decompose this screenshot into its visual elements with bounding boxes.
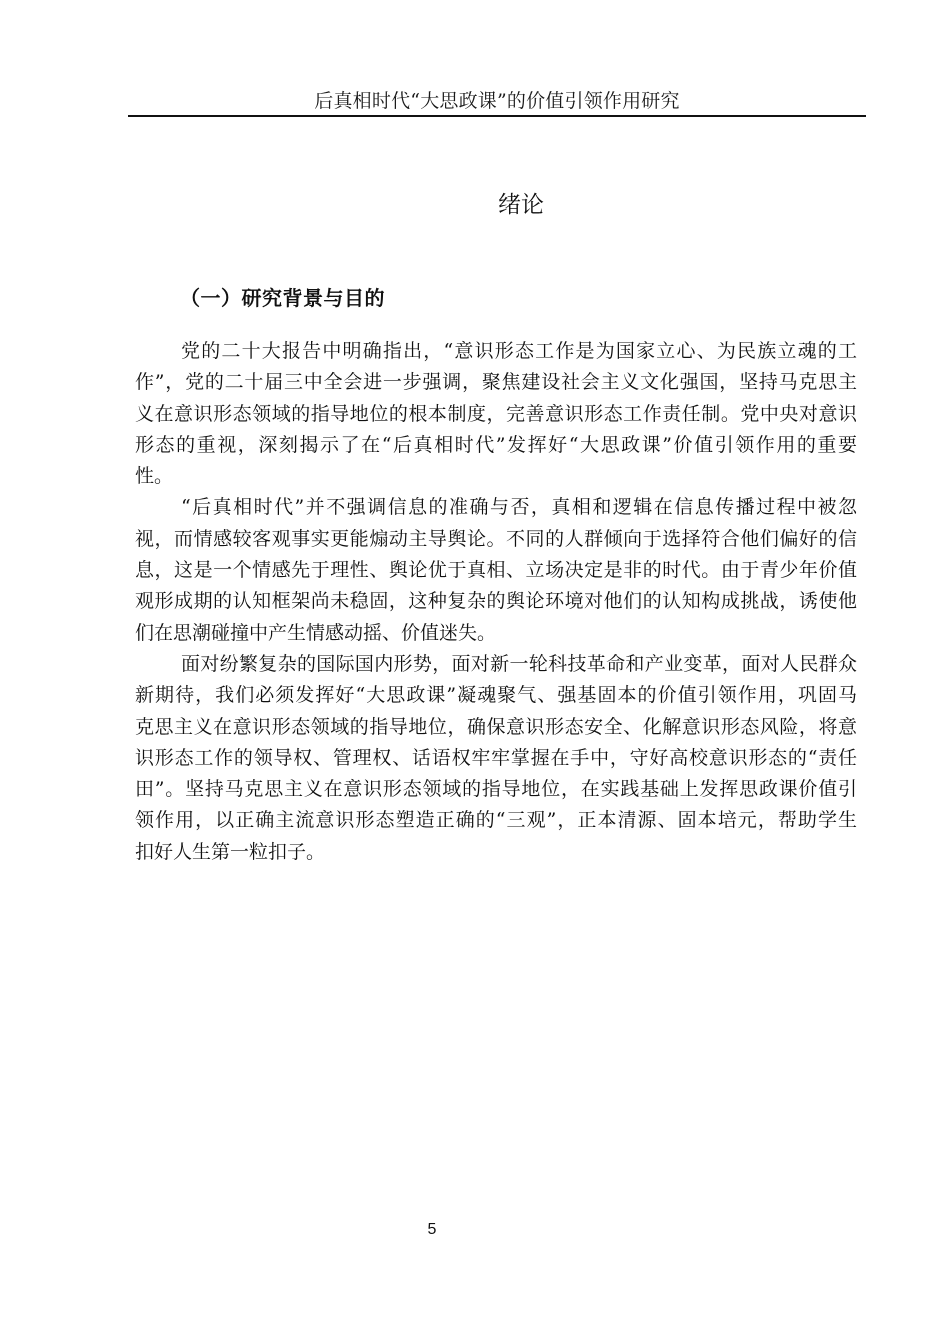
paragraph-3 (135, 649, 857, 868)
section-heading: （一）研究背景与目的 (180, 285, 385, 310)
text-line: 视，而情感较客观事实更能煽动主导舆论。不同的人群倾向于选择符合他们偏好的信 (135, 527, 857, 550)
text-line: 们在思潮碰撞中产生情感动摇、价值迷失。 (135, 621, 497, 644)
text-line: 面对纷繁复杂的国际国内形势，面对新一轮科技革命和产业变革，面对人民群众 (181, 652, 857, 675)
header-divider (128, 115, 866, 117)
page-number: 5 (427, 1221, 437, 1238)
body-text (135, 336, 857, 868)
text-line: 扣好人生第一粒扣子。 (135, 840, 326, 863)
text-line: 义在意识形态领域的指导地位的根本制度，完善意识形态工作责任制。党中央对意识 (135, 402, 857, 425)
running-header-title: 后真相时代“大思政课”的价值引领作用研究 (314, 90, 680, 112)
text-line: 形态的重视，深刻揭示了在“后真相时代”发挥好“大思政课”价值引领作用的重要 (135, 433, 857, 456)
text-line: 识形态工作的领导权、管理权、话语权牢牢掌握在手中，守好高校意识形态的“责任 (135, 746, 857, 769)
paragraph-2 (135, 492, 857, 648)
text-line: “后真相时代”并不强调信息的准确与否，真相和逻辑在信息传播过程中被忽 (181, 496, 857, 519)
paragraph-1 (135, 336, 857, 492)
text-line: 克思主义在意识形态领域的指导地位，确保意识形态安全、化解意识形态风险，将意 (135, 715, 857, 738)
text-line: 息，这是一个情感先于理性、舆论优于真相、立场决定是非的时代。由于青少年价值 (135, 559, 857, 582)
text-line: 田”。坚持马克思主义在意识形态领域的指导地位，在实践基础上发挥思政课价值引 (135, 778, 857, 801)
chapter-title: 绪论 (498, 192, 544, 219)
text-line: 性。 (135, 465, 174, 488)
text-line: 作”，党的二十届三中全会进一步强调，聚焦建设社会主义文化强国，坚持马克思主 (135, 371, 857, 394)
text-line: 观形成期的认知框架尚未稳固，这种复杂的舆论环境对他们的认知构成挑战，诱使他 (135, 590, 857, 613)
text-line: 党的二十大报告中明确指出，“意识形态工作是为国家立心、为民族立魂的工 (181, 340, 857, 362)
text-line: 新期待，我们必须发挥好“大思政课”凝魂聚气、强基固本的价值引领作用，巩固马 (135, 684, 857, 707)
text-line: 领作用，以正确主流意识形态塑造正确的“三观”，正本清源、固本培元，帮助学生 (135, 809, 857, 832)
